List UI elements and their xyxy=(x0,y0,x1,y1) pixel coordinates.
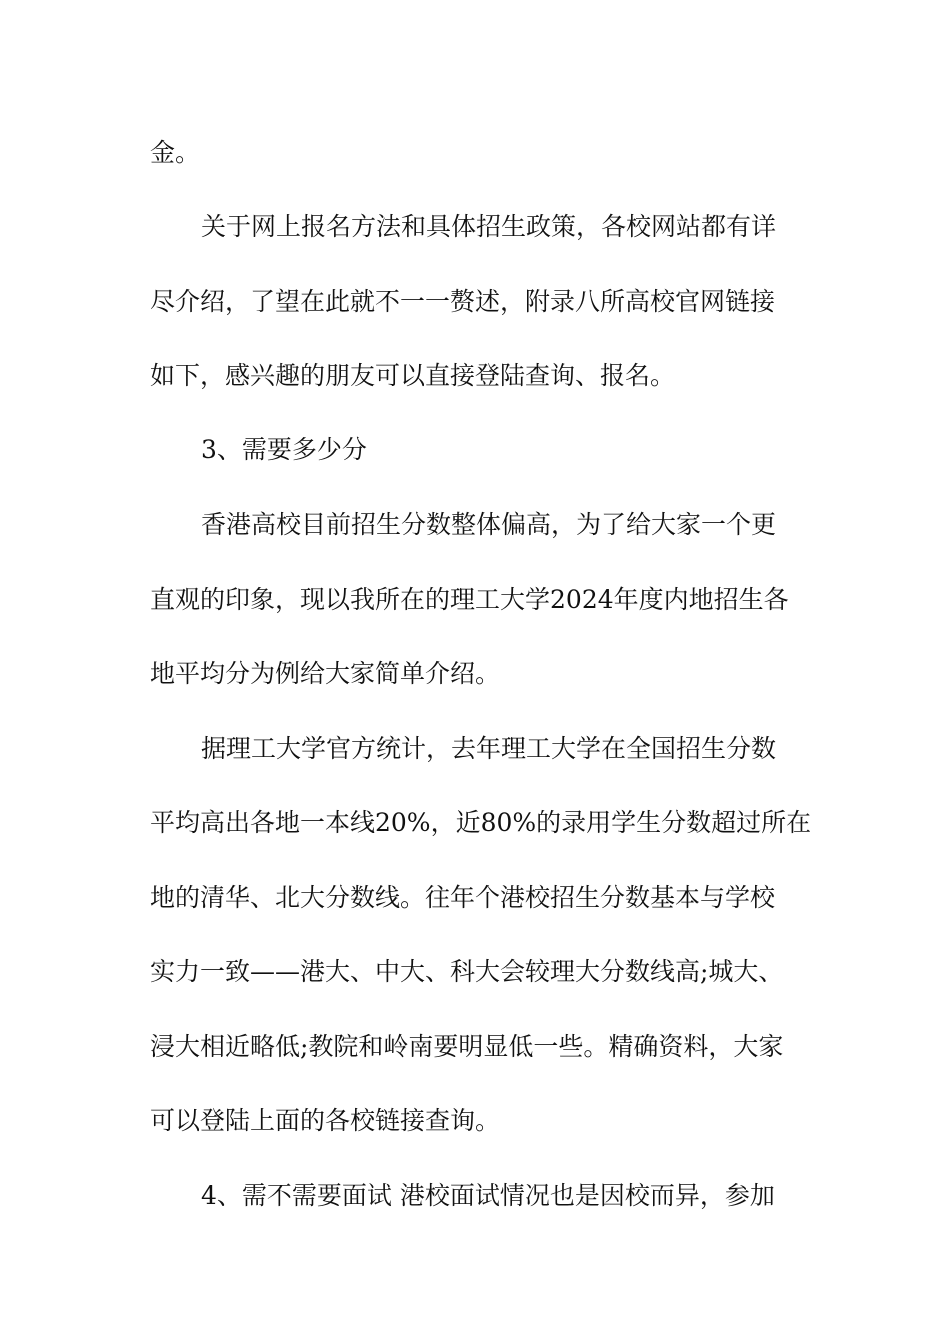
paragraph-line: 尽介绍，了望在此就不一一赘述，附录八所高校官网链接 xyxy=(150,287,776,316)
paragraph-line: 平均高出各地一本线20%，近80%的录用学生分数超过所在 xyxy=(150,808,812,837)
paragraph-line: 实力一致——港大、中大、科大会较理大分数线高;城大、 xyxy=(150,957,784,986)
paragraph-line: 如下，感兴趣的朋友可以直接登陆查询、报名。 xyxy=(150,361,676,390)
section-heading: 4、需不需要面试 港校面试情况也是因校而异，参加 xyxy=(201,1181,775,1210)
paragraph-line: 据理工大学官方统计，去年理工大学在全国招生分数 xyxy=(201,734,777,763)
paragraph-line: 香港高校目前招生分数整体偏高，为了给大家一个更 xyxy=(201,510,777,539)
paragraph-line: 关于网上报名方法和具体招生政策，各校网站都有详 xyxy=(201,212,777,241)
paragraph-line: 地的清华、北大分数线。往年个港校招生分数基本与学校 xyxy=(150,883,776,912)
paragraph-line: 金。 xyxy=(150,138,201,167)
paragraph-line: 地平均分为例给大家简单介绍。 xyxy=(150,659,501,688)
paragraph-line: 可以登陆上面的各校链接查询。 xyxy=(150,1106,501,1135)
section-heading: 3、需要多少分 xyxy=(201,435,367,464)
paragraph-line: 浸大相近略低;教院和岭南要明显低一些。精确资料，大家 xyxy=(150,1032,784,1061)
paragraph-line: 直观的印象，现以我所在的理工大学2024年度内地招生各 xyxy=(150,585,789,614)
